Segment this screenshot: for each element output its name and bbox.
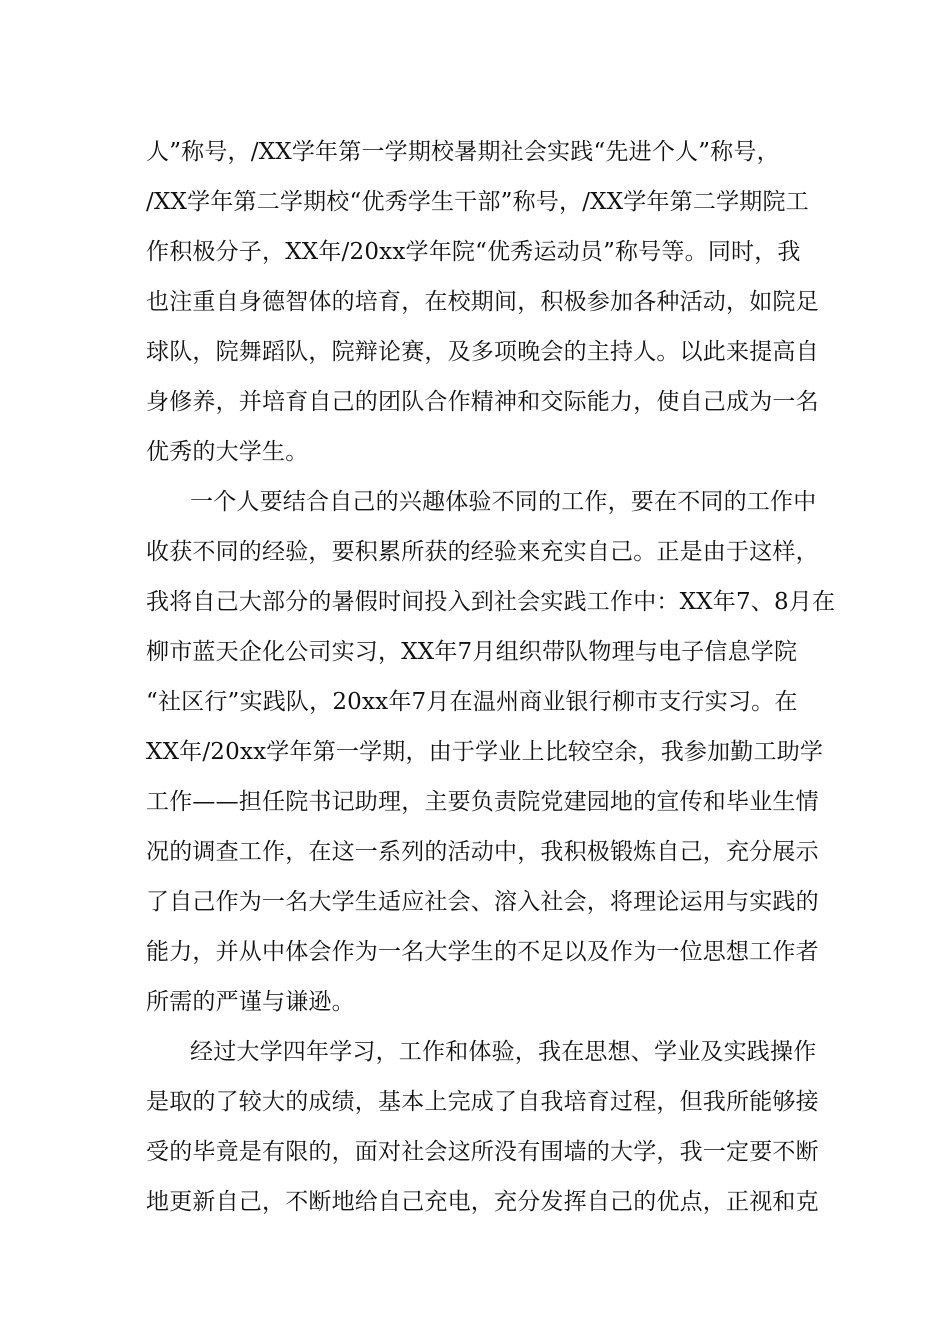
text-line: /XX学年第二学期校“优秀学生干部”称号，/XX学年第二学期院工 (146, 189, 809, 215)
text-line: 也注重自身德智体的培育，在校期间，积极参加各种活动，如院足 (146, 289, 819, 315)
text-line: 是取的了较大的成绩，基本上完成了自我培育过程，但我所能够接 (146, 1089, 819, 1115)
text-line: “社区行”实践队，20xx年7月在温州商业银行柳市支行实习。在 (146, 689, 798, 715)
text-line: 柳市蓝天企化公司实习，XX年7月组织带队物理与电子信息学院 (146, 639, 798, 665)
document-body (146, 132, 836, 1232)
text-line: 工作——担任院书记助理，主要负责院党建园地的宣传和毕业生情 (146, 789, 819, 815)
text-line: 收获不同的经验，要积累所获的经验来充实自己。正是由于这样， (146, 539, 819, 565)
text-line: 作积极分子，XX年/20xx学年院“优秀运动员”称号等。同时，我 (146, 239, 801, 265)
text-line: 我将自己大部分的暑假时间投入到社会实践工作中：XX年7、8月在 (146, 589, 836, 615)
text-line: 受的毕竟是有限的，面对社会这所没有围墙的大学，我一定要不断 (146, 1139, 819, 1165)
text-line: XX年/20xx学年第一学期，由于学业上比较空余，我参加勤工助学 (146, 739, 824, 765)
text-line: 球队，院舞蹈队，院辩论赛，及多项晚会的主持人。以此来提高自 (146, 339, 819, 365)
paragraph-first-line: 经过大学四年学习，工作和体验，我在思想、学业及实践操作 (190, 1039, 817, 1065)
paragraph-first-line: 一个人要结合自己的兴趣体验不同的工作，要在不同的工作中 (190, 489, 817, 515)
text-line: 身修养，并培育自己的团队合作精神和交际能力，使自己成为一名 (146, 389, 819, 415)
text-line: 人”称号，/XX学年第一学期校暑期社会实践“先进个人”称号， (146, 139, 780, 165)
text-line: 优秀的大学生。 (146, 439, 309, 465)
text-line: 况的调查工作，在这一系列的活动中，我积极锻炼自己，充分展示 (146, 839, 819, 865)
text-line: 能力，并从中体会作为一名大学生的不足以及作为一位思想工作者 (146, 939, 819, 965)
text-line: 了自己作为一名大学生适应社会、溶入社会，将理论运用与实践的 (146, 889, 819, 915)
text-line: 地更新自己，不断地给自己充电，充分发挥自己的优点，正视和克 (146, 1189, 819, 1215)
text-line: 所需的严谨与谦逊。 (146, 989, 355, 1015)
